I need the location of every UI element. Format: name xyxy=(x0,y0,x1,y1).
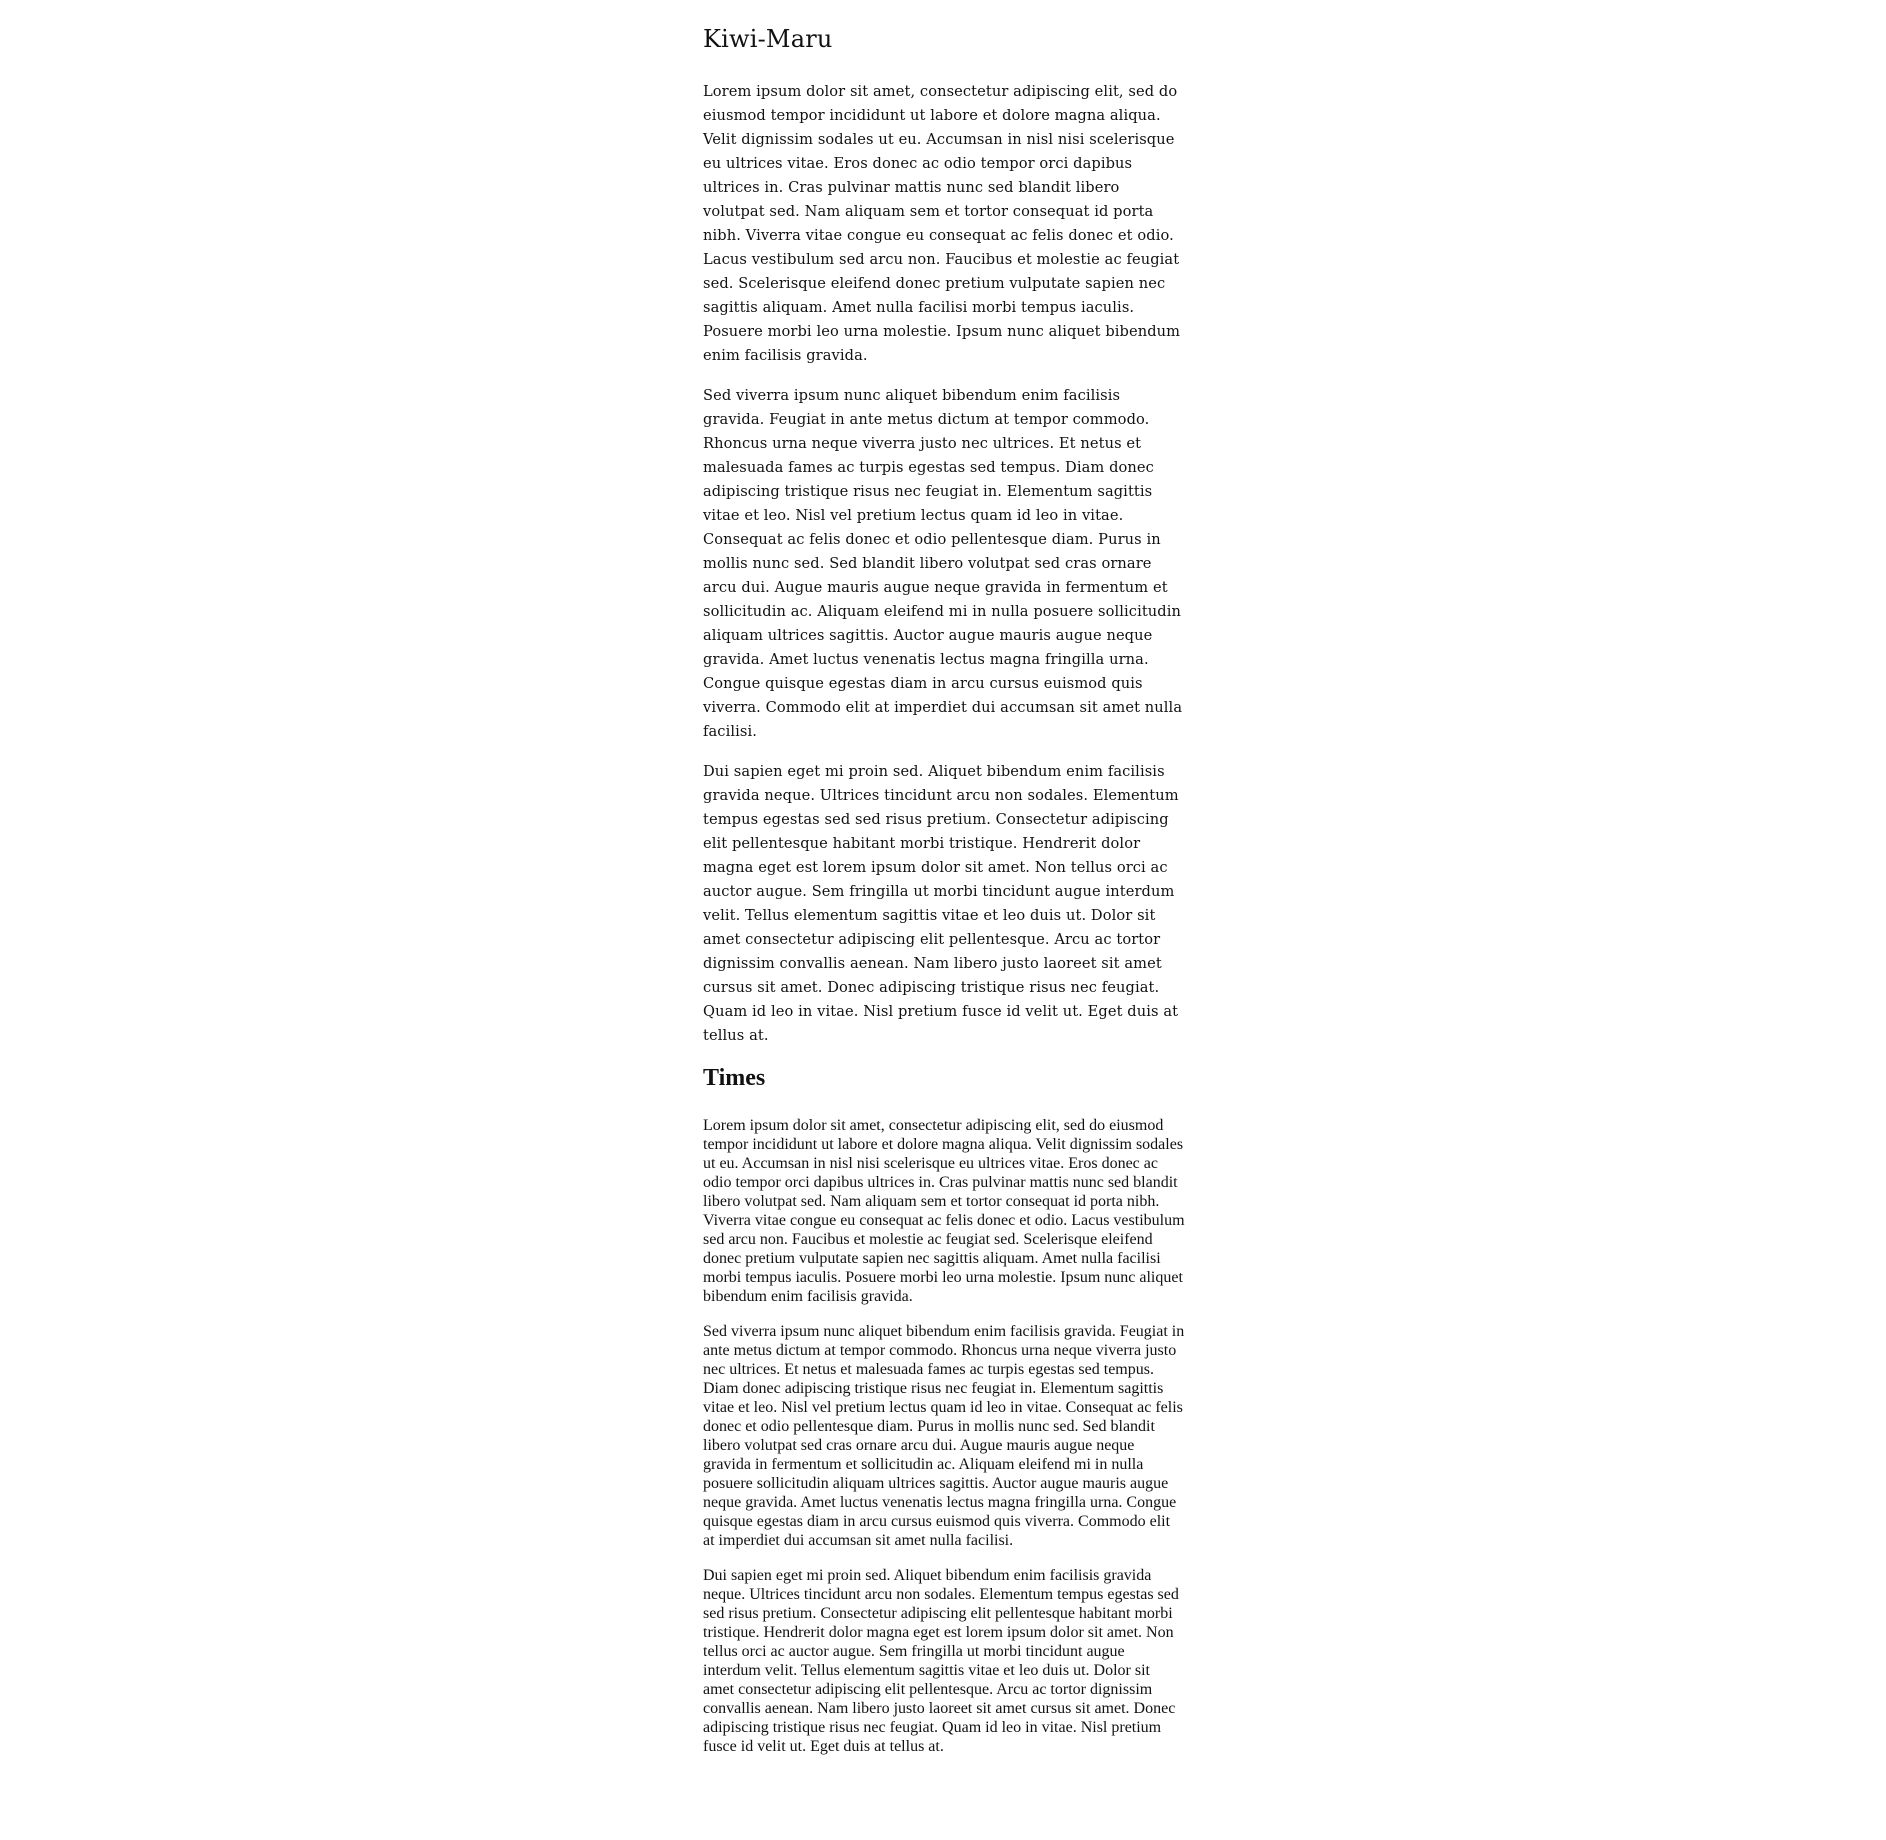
paragraph: Lorem ipsum dolor sit amet, consectetur adipiscing elit, sed do eiusmod tempor incididunt ut labore et dolore magna aliqua. Velit dignissim sodales ut eu. Accumsan in nisl nisi scelerisque eu ultrices vitae. Eros donec ac odio tempor orci dapibus ultrices in. Cras pulvinar mattis nunc sed blandit libero volutpat sed. Nam aliquam sem et tortor consequat id porta nibh. Viverra vitae congue eu consequat ac felis donec et odio. Lacus vestibulum sed arcu non. Faucibus et molestie ac feugiat sed. Scelerisque eleifend donec pretium vulputate sapien nec sagittis aliquam. Amet nulla facilisi morbi tempus iaculis. Posuere morbi leo urna molestie. Ipsum nunc aliquet bibendum enim facilisis gravida. xyxy=(703,1117,1185,1305)
section-kiwi-maru xyxy=(703,24,1185,1048)
paragraph: Lorem ipsum dolor sit amet, consectetur adipiscing elit, sed do eiusmod tempor incididunt ut labore et dolore magna aliqua. Velit dignissim sodales ut eu. Accumsan in nisl nisi scelerisque eu ultrices vitae. Eros donec ac odio tempor orci dapibus ultrices in. Cras pulvinar mattis nunc sed blandit libero volutpat sed. Nam aliquam sem et tortor consequat id porta nibh. Viverra vitae congue eu consequat ac felis donec et odio. Lacus vestibulum sed arcu non. Faucibus et molestie ac feugiat sed. Scelerisque eleifend donec pretium vulputate sapien nec sagittis aliquam. Amet nulla facilisi morbi tempus iaculis. Posuere morbi leo urna molestie. Ipsum nunc aliquet bibendum enim facilisis gravida. xyxy=(703,83,1181,364)
paragraph: Dui sapien eget mi proin sed. Aliquet bibendum enim facilisis gravida neque. Ultrices tincidunt arcu non sodales. Elementum tempus egestas sed sed risus pretium. Consectetur adipiscing elit pellentesque habitant morbi tristique. Hendrerit dolor magna eget est lorem ipsum dolor sit amet. Non tellus orci ac auctor augue. Sem fringilla ut morbi tincidunt augue interdum velit. Tellus elementum sagittis vitae et leo duis ut. Dolor sit amet consectetur adipiscing elit pellentesque. Arcu ac tortor dignissim convallis aenean. Nam libero justo laoreet sit amet cursus sit amet. Donec adipiscing tristique risus nec feugiat. Quam id leo in vitae. Nisl pretium fusce id velit ut. Eget duis at tellus at. xyxy=(703,763,1179,1044)
section-heading: Times xyxy=(703,1065,766,1091)
paragraph: Dui sapien eget mi proin sed. Aliquet bibendum enim facilisis gravida neque. Ultrices tincidunt arcu non sodales. Elementum tempus egestas sed sed risus pretium. Consectetur adipiscing elit pellentesque habitant morbi tristique. Hendrerit dolor magna eget est lorem ipsum dolor sit amet. Non tellus orci ac auctor augue. Sem fringilla ut morbi tincidunt augue interdum velit. Tellus elementum sagittis vitae et leo duis ut. Dolor sit amet consectetur adipiscing elit pellentesque. Arcu ac tortor dignissim convallis aenean. Nam libero justo laoreet sit amet cursus sit amet. Donec adipiscing tristique risus nec feugiat. Quam id leo in vitae. Nisl pretium fusce id velit ut. Eget duis at tellus at. xyxy=(703,1567,1179,1755)
paragraph: Sed viverra ipsum nunc aliquet bibendum enim facilisis gravida. Feugiat in ante metus dictum at tempor commodo. Rhoncus urna neque viverra justo nec ultrices. Et netus et malesuada fames ac turpis egestas sed tempus. Diam donec adipiscing tristique risus nec feugiat in. Elementum sagittis vitae et leo. Nisl vel pretium lectus quam id leo in vitae. Consequat ac felis donec et odio pellentesque diam. Purus in mollis nunc sed. Sed blandit libero volutpat sed cras ornare arcu dui. Augue mauris augue neque gravida in fermentum et sollicitudin ac. Aliquam eleifend mi in nulla posuere sollicitudin aliquam ultrices sagittis. Auctor augue mauris augue neque gravida. Amet luctus venenatis lectus magna fringilla urna. Congue quisque egestas diam in arcu cursus euismod quis viverra. Commodo elit at imperdiet dui accumsan sit amet nulla facilisi. xyxy=(703,387,1183,740)
section-times xyxy=(703,1064,1185,1756)
section-heading: Kiwi-Maru xyxy=(703,25,833,53)
document-column xyxy=(703,0,1185,1772)
paragraph: Sed viverra ipsum nunc aliquet bibendum enim facilisis gravida. Feugiat in ante metus dictum at tempor commodo. Rhoncus urna neque viverra justo nec ultrices. Et netus et malesuada fames ac turpis egestas sed tempus. Diam donec adipiscing tristique risus nec feugiat in. Elementum sagittis vitae et leo. Nisl vel pretium lectus quam id leo in vitae. Consequat ac felis donec et odio pellentesque diam. Purus in mollis nunc sed. Sed blandit libero volutpat sed cras ornare arcu dui. Augue mauris augue neque gravida in fermentum et sollicitudin ac. Aliquam eleifend mi in nulla posuere sollicitudin aliquam ultrices sagittis. Auctor augue mauris augue neque gravida. Amet luctus venenatis lectus magna fringilla urna. Congue quisque egestas diam in arcu cursus euismod quis viverra. Commodo elit at imperdiet dui accumsan sit amet nulla facilisi. xyxy=(703,1323,1185,1549)
